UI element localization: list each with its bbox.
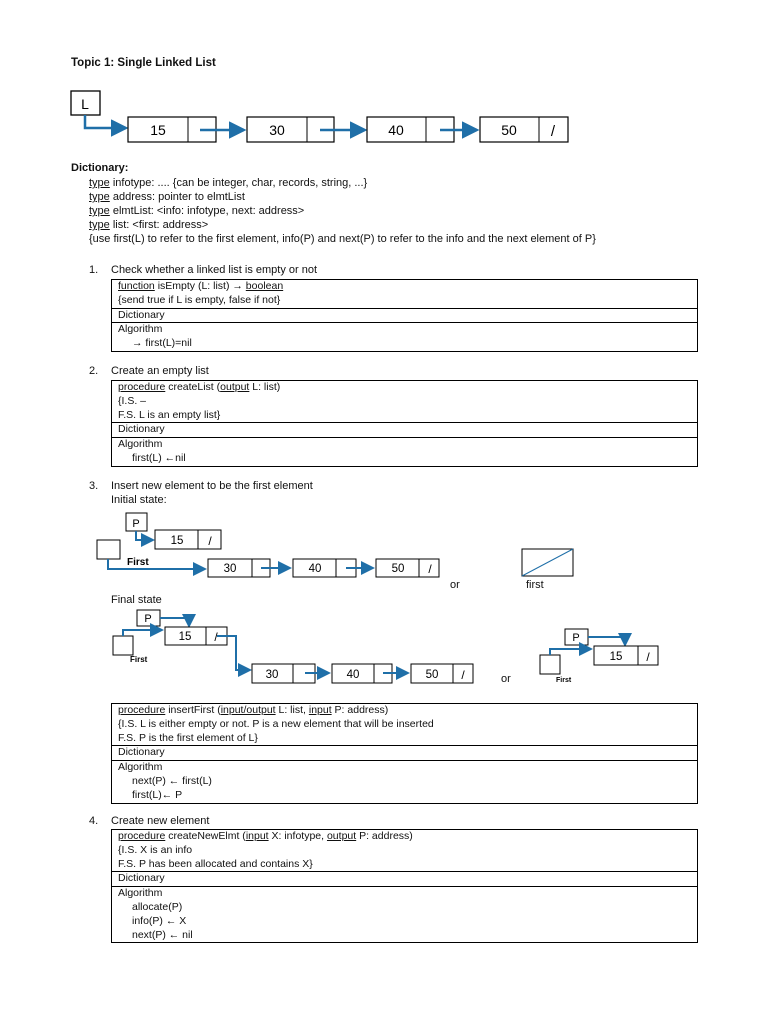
or-label-2: or	[501, 673, 511, 685]
svg-text:50: 50	[391, 563, 405, 575]
diagram-initial-state	[97, 513, 573, 577]
section-3-number: 3.	[89, 480, 99, 492]
section-2-number: 2.	[89, 365, 99, 377]
svg-text:/: /	[646, 650, 650, 664]
dictionary-lines: type infotype: .... {can be integer, char, records, string, ...} type address: pointer to elmtList type elmtList: <info: infotype, next: address> type list: <first: address> {use first(L) to refer to the first element, info(P) and next(P) to refer to the info and the next element of P}	[89, 177, 596, 245]
svg-text:/: /	[550, 123, 556, 140]
section-1-box: function isEmpty (L: list) → boolean {send true if L is empty, false if not} Dictionary Algorithm → first(L)=nil	[111, 279, 698, 352]
svg-text:40: 40	[388, 122, 404, 138]
head-l-label: L	[81, 96, 89, 112]
section-4-title: Create new element	[111, 815, 210, 827]
section-1-title: Check whether a linked list is empty or not	[111, 264, 318, 276]
svg-text:P: P	[144, 613, 152, 625]
section-3-box: procedure insertFirst (input/output L: list, input P: address) {I.S. L is either empty or not. P is a new element that will be inserted F.S. P is the first element of L} Dictionary Algorithm next(P) ← first(L) first(L)← P	[111, 703, 698, 804]
empty-first-label: first	[526, 579, 544, 591]
initial-state-label: Initial state:	[111, 494, 167, 506]
section-1-number: 1.	[89, 264, 99, 276]
dictionary-heading: Dictionary:	[71, 162, 129, 174]
svg-text:P: P	[132, 518, 140, 530]
svg-text:First: First	[127, 557, 149, 568]
svg-text:15: 15	[609, 651, 623, 663]
svg-text:40: 40	[308, 563, 322, 575]
or-label-1: or	[450, 579, 460, 591]
section-2-title: Create an empty list	[111, 365, 209, 377]
svg-text:/: /	[208, 534, 212, 548]
svg-text:/: /	[214, 630, 218, 644]
page-title: Topic 1: Single Linked List	[71, 57, 216, 69]
first-box	[97, 540, 120, 559]
svg-text:30: 30	[223, 563, 237, 575]
svg-text:First: First	[556, 677, 572, 684]
dictionary-note: {use first(L) to refer to the first element, info(P) and next(P) to refer to the info and the next element of P}	[89, 233, 596, 245]
diagram-main-list	[71, 91, 568, 142]
svg-text:50: 50	[501, 122, 517, 138]
section-4-box: procedure createNewElmt (input X: infotype, output P: address) {I.S. X is an info F.S. P has been allocated and contains X} Dictionary Algorithm allocate(P) info(P) ← X next(P) ← nil	[111, 829, 698, 943]
svg-text:/: /	[461, 668, 465, 682]
svg-text:15: 15	[178, 631, 192, 643]
svg-text:First: First	[130, 655, 148, 664]
svg-text:15: 15	[150, 122, 166, 138]
svg-text:15: 15	[170, 535, 184, 547]
svg-text:P: P	[572, 632, 580, 644]
svg-text:/: /	[428, 562, 432, 576]
svg-text:40: 40	[346, 669, 360, 681]
section-2-box: procedure createList (output L: list) {I.S. – F.S. L is an empty list} Dictionary Algorithm first(L) ←nil	[111, 380, 698, 467]
final-state-label: Final state	[111, 594, 162, 606]
svg-text:30: 30	[269, 122, 285, 138]
section-3-title: Insert new element to be the first element	[111, 480, 313, 492]
diagram-final-state	[113, 610, 658, 684]
svg-text:30: 30	[265, 669, 279, 681]
svg-text:50: 50	[425, 669, 439, 681]
section-4-number: 4.	[89, 815, 99, 827]
